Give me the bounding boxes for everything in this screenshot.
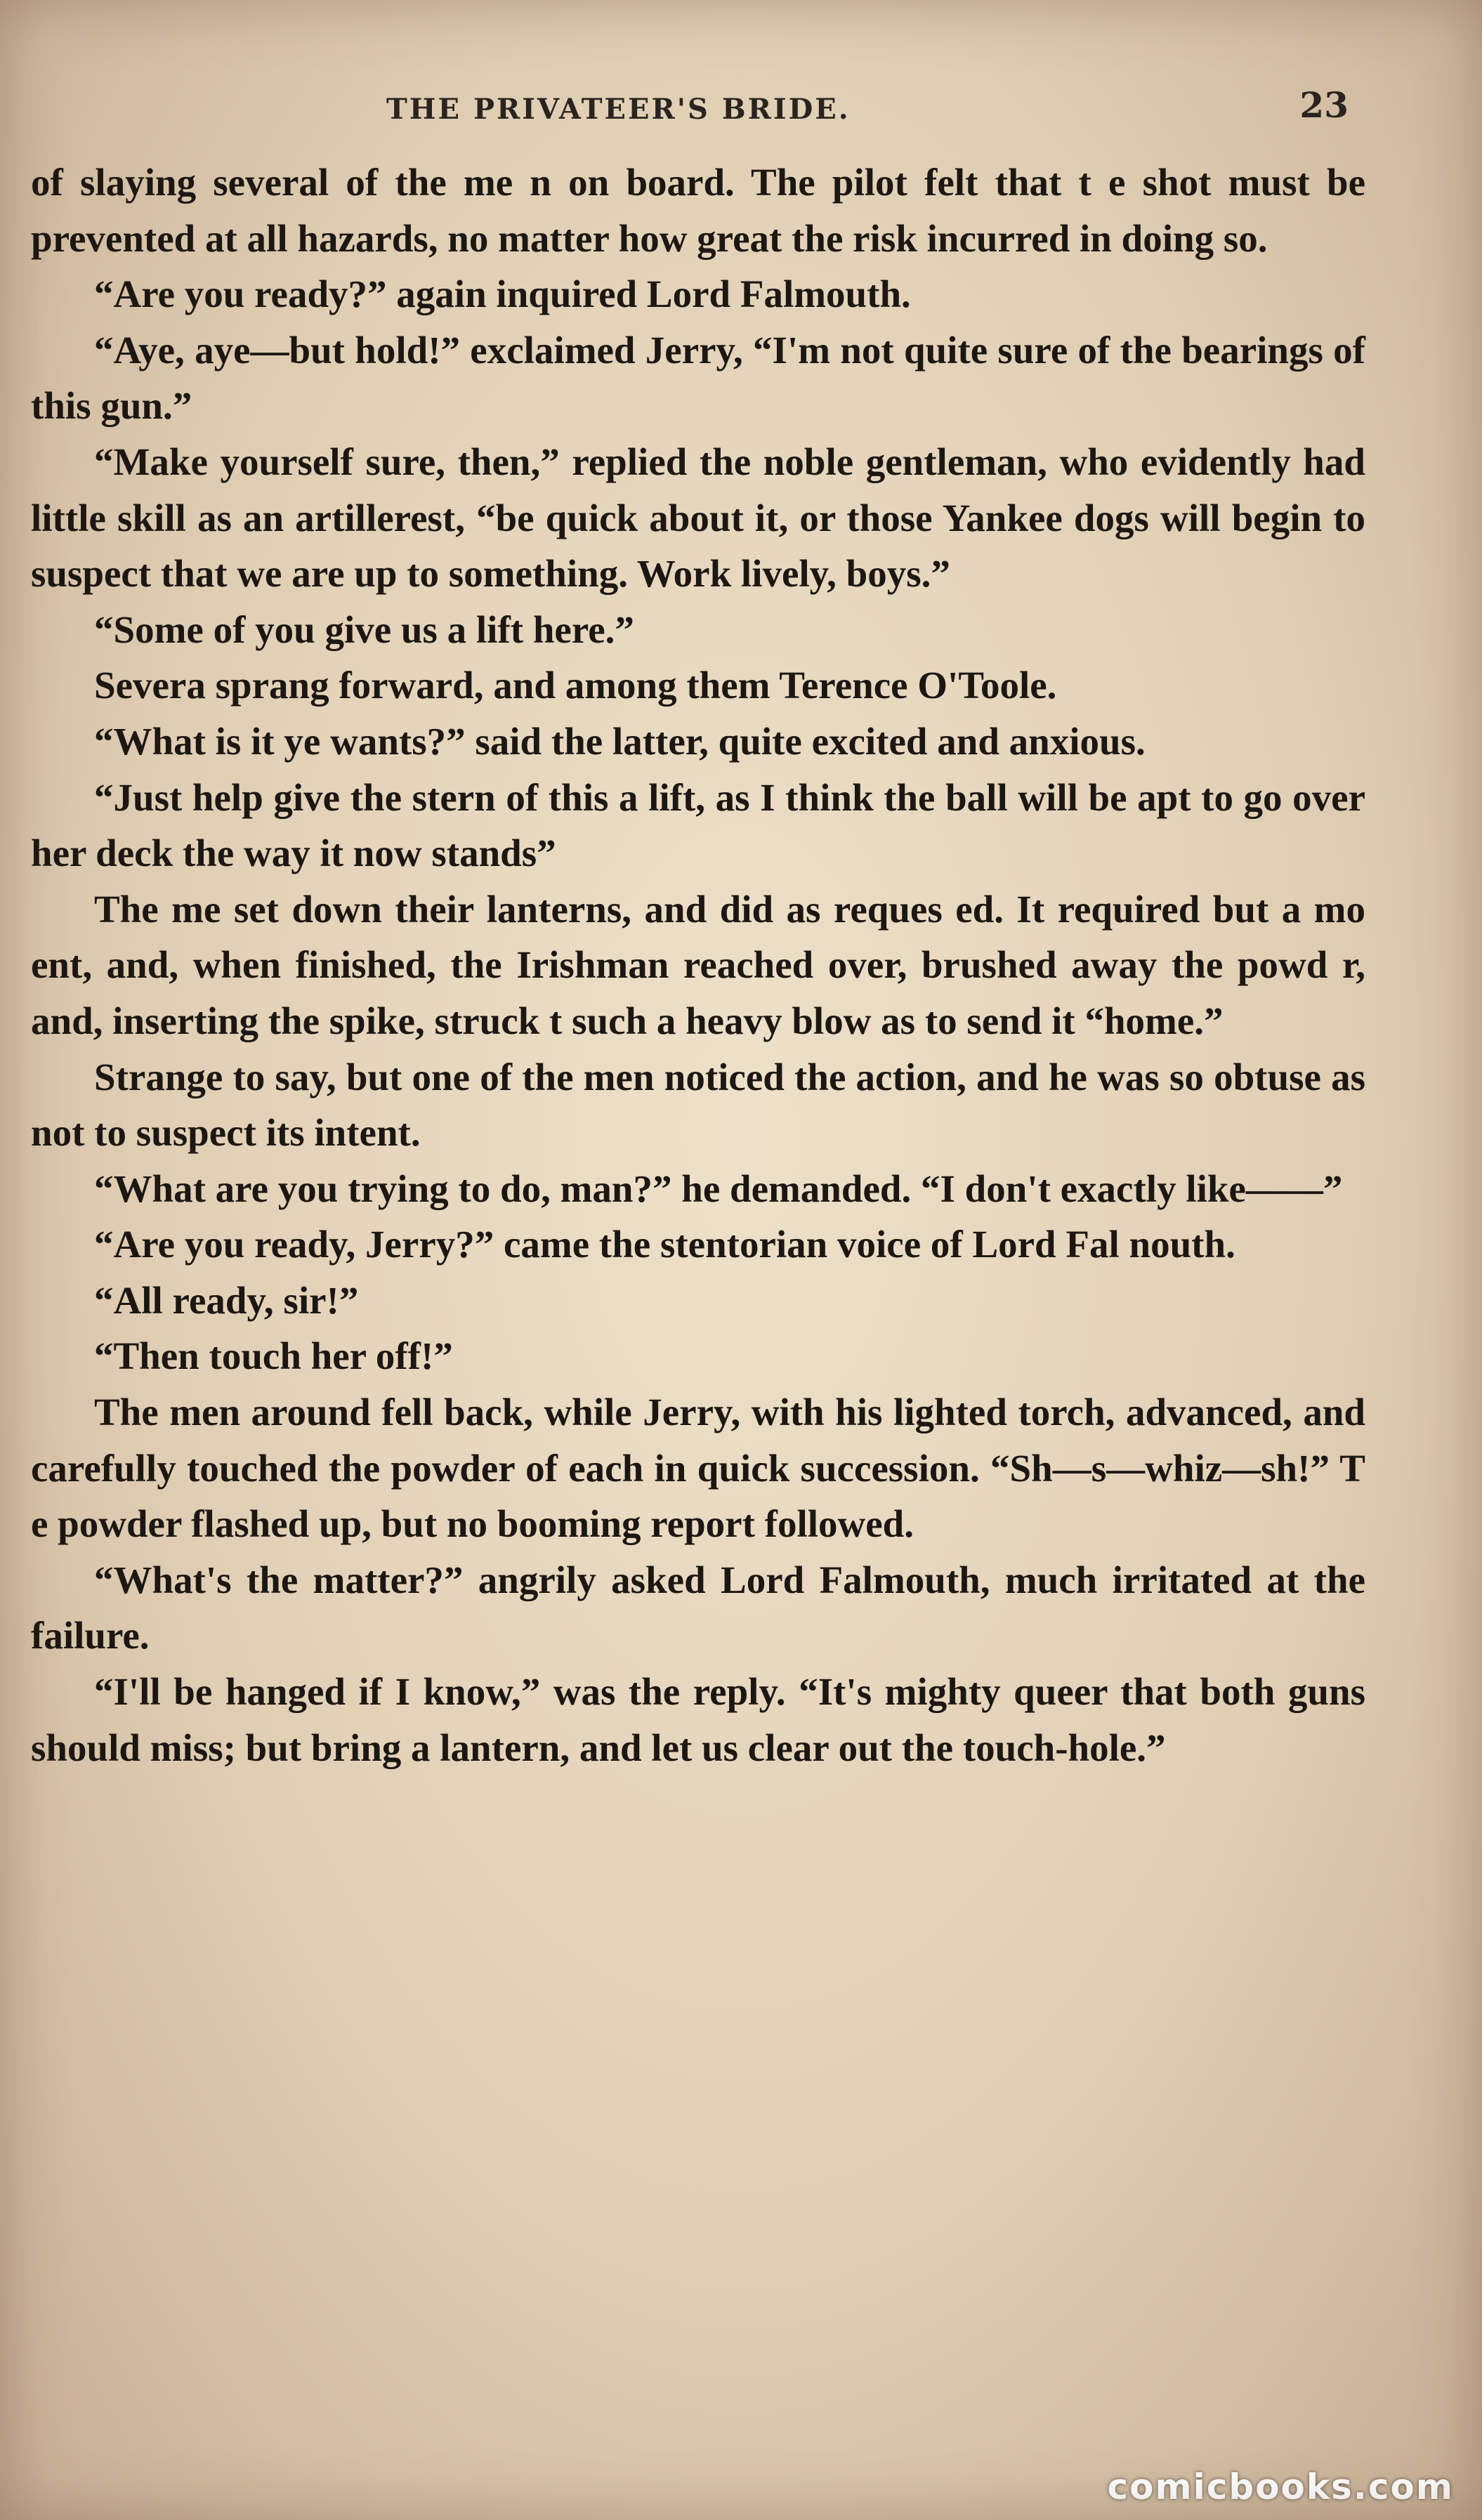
paragraph: “All ready, sir!”: [94, 1278, 359, 1322]
paragraph: “Just help give the stern of this a lift, as I think the ball will be apt to go over her deck the way it now stands”: [31, 775, 1365, 875]
paragraph: The me set down their lanterns, and did as reques ed. It required but a mo ent, and, when finished, the Irishman reached over, brushed away the powd r, and, inserting the spike, struck t such a heavy blow as to send it “home.”: [31, 887, 1365, 1042]
paragraph: “Aye, aye—but hold!” exclaimed Jerry, “I'm not quite sure of the bearings of this gun.”: [31, 328, 1365, 428]
paragraph: “Some of you give us a lift here.”: [94, 608, 634, 651]
paragraph: “Are you ready?” again inquired Lord Falmouth.: [94, 273, 911, 316]
watermark-logo: comicbooks.com: [1107, 2467, 1454, 2507]
paragraph: “Are you ready, Jerry?” came the stentorian voice of Lord Fal nouth.: [94, 1223, 1235, 1266]
paragraph: of slaying several of the me n on board. The pilot felt that t e shot must be prevented at all hazards, no matter how great the risk incurred in doing so.: [31, 161, 1365, 260]
running-title: THE PRIVATEER'S BRIDE.: [386, 93, 851, 126]
paragraph: “I'll be hanged if I know,” was the reply. “It's mighty queer that both guns should miss; but bring a lantern, and let us clear out the touch-hole.”: [31, 1670, 1365, 1769]
paragraph: “What are you trying to do, man?” he demanded. “I don't exactly like——”: [94, 1167, 1343, 1210]
paragraph: Severa sprang forward, and among them Terence O'Toole.: [94, 664, 1057, 707]
page-header: [28, 84, 1363, 133]
page-body: [31, 155, 1365, 1776]
page-number: 23: [1299, 84, 1349, 126]
paragraph: “What is it ye wants?” said the latter, quite excited and anxious.: [94, 719, 1146, 763]
paragraph: “What's the matter?” angrily asked Lord Falmouth, much irritated at the failure.: [31, 1558, 1365, 1658]
paragraph: The men around fell back, while Jerry, with his lighted torch, advanced, and carefully touched the powder of each in quick succession. “Sh—s—whiz—sh!” T e powder flashed up, but no booming report followed.: [31, 1391, 1365, 1546]
paragraph: “Make yourself sure, then,” replied the noble gentleman, who evidently had little skill as an artillerest, “be quick about it, or those Yankee dogs will begin to suspect that we are up to something. Work lively, boys.”: [31, 440, 1365, 596]
paragraph: Strange to say, but one of the men noticed the action, and he was so obtuse as not to suspect its intent.: [31, 1055, 1365, 1155]
paragraph: “Then touch her off!”: [94, 1334, 453, 1378]
